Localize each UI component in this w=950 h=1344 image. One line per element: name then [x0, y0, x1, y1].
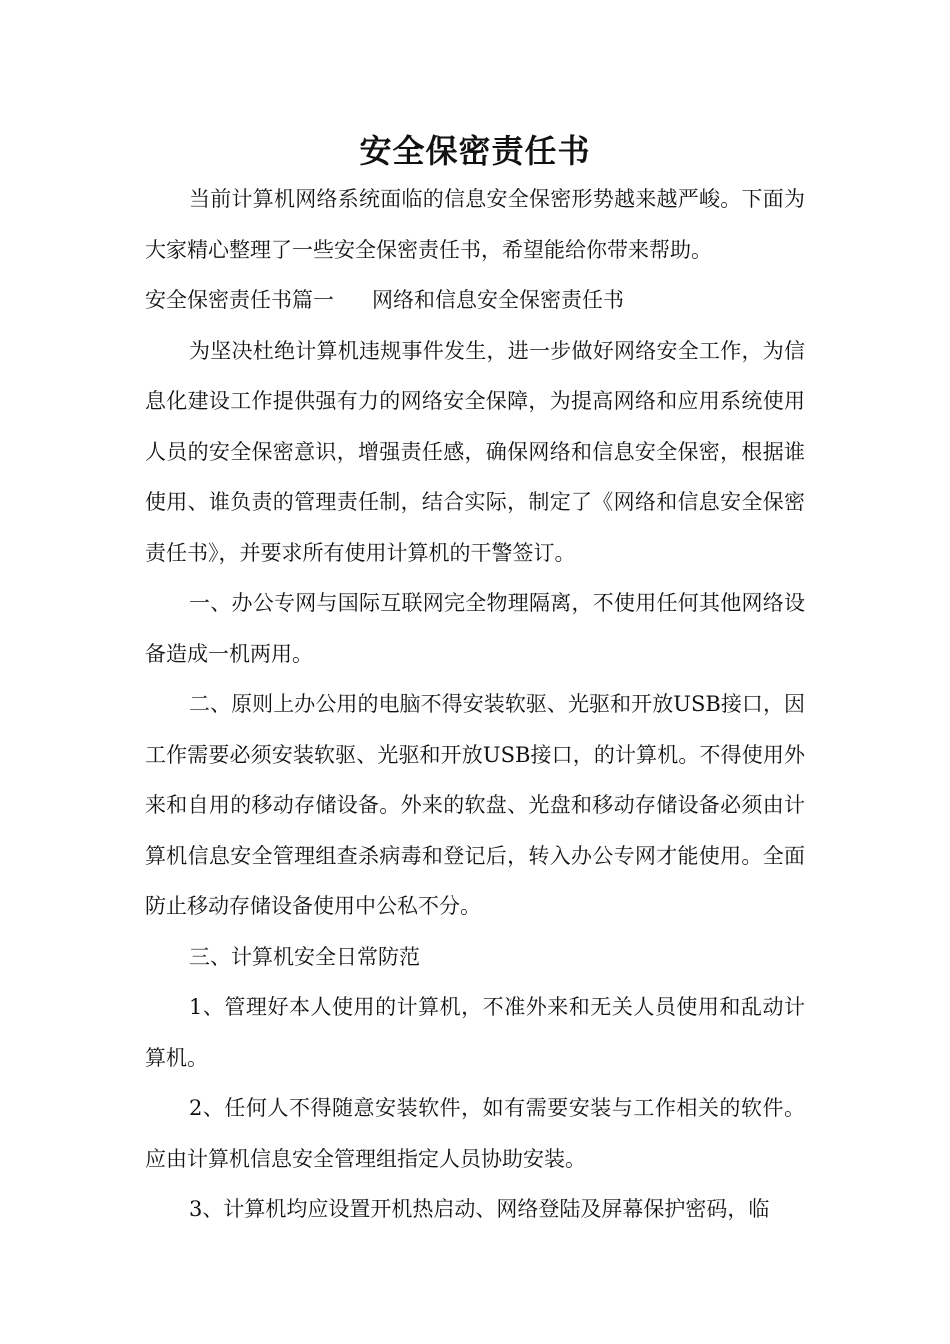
chapter-part-label: 安全保密责任书篇一 [145, 288, 334, 312]
document-title: 安全保密责任书 [359, 132, 591, 170]
document-body [145, 174, 805, 1235]
body-paragraph: 二、原则上办公用的电脑不得安装软驱、光驱和开放USB接口，因工作需要必须安装软驱、光驱和开放USB接口，的计算机。不得使用外来和自用的移动存储设备。外来的软盘、光盘和移动存储设备必须由计算机信息安全管理组查杀病毒和登记后，转入办公专网才能使用。全面防止移动存储设备使用中公私不分。 [145, 692, 805, 918]
chapter-name-label: 网络和信息安全保密责任书 [372, 288, 624, 312]
body-paragraph: 为坚决杜绝计算机违规事件发生，进一步做好网络安全工作，为信息化建设工作提供强有力的网络安全保障，为提高网络和应用系统使用人员的安全保密意识，增强责任感，确保网络和信息安全保密，根据谁使用、谁负责的管理责任制，结合实际，制定了《网络和信息安全保密责任书》，并要求所有使用计算机的干警签订。 [145, 338, 805, 565]
section-heading: 三、计算机安全日常防范 [189, 944, 420, 969]
body-paragraph: 3、计算机均应设置开机热启动、网络登陆及屏幕保护密码，临 [189, 1197, 770, 1221]
body-paragraph: 2、任何人不得随意安装软件，如有需要安装与工作相关的软件。应由计算机信息安全管理组指定人员协助安装。 [145, 1096, 805, 1171]
intro-paragraph: 当前计算机网络系统面临的信息安全保密形势越来越严峻。下面为大家精心整理了一些安全保密责任书，希望能给你带来帮助。 [145, 187, 805, 262]
chapter-heading [145, 275, 805, 326]
body-paragraph: 1、管理好本人使用的计算机，不准外来和无关人员使用和乱动计算机。 [145, 995, 805, 1070]
body-paragraph: 一、办公专网与国际互联网完全物理隔离，不使用任何其他网络设备造成一机两用。 [145, 591, 805, 666]
